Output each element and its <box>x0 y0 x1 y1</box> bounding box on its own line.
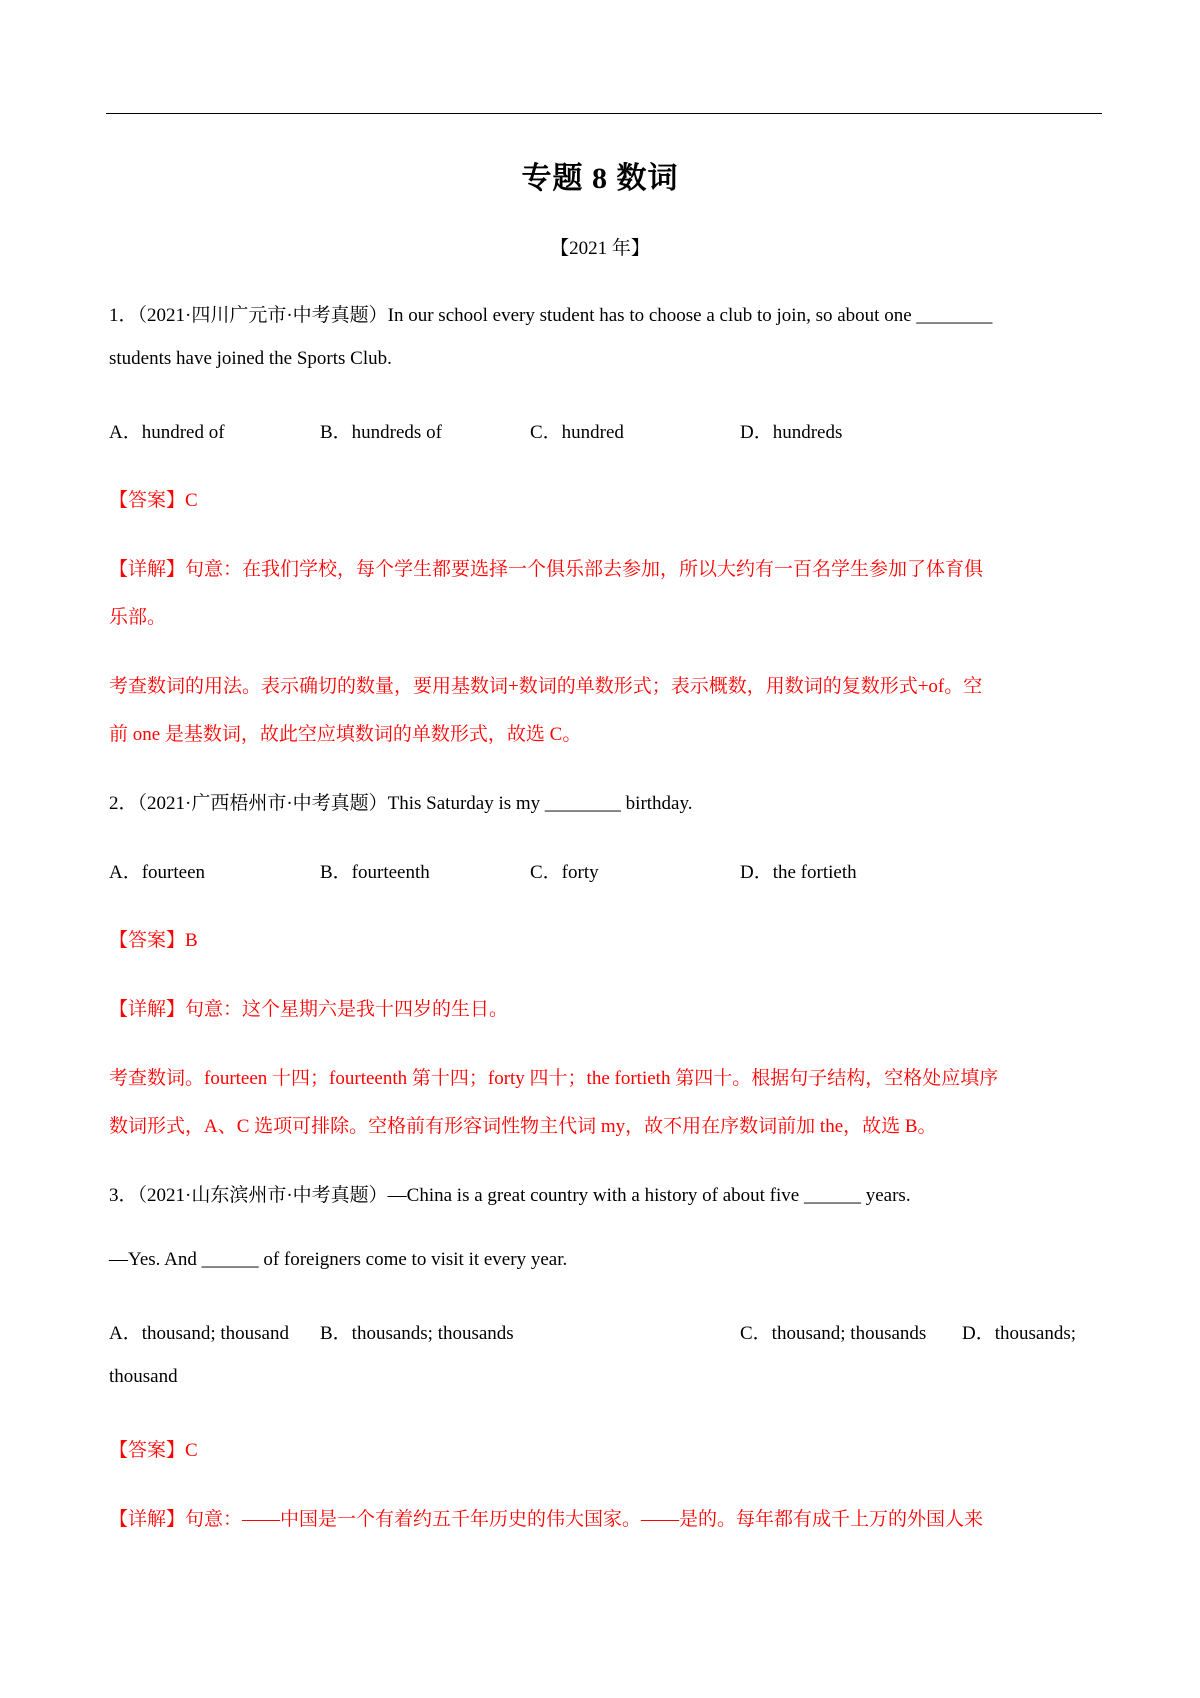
question-1-stem-line2: students have joined the Sports Club. <box>109 348 392 369</box>
question-2-option-a: A．fourteen <box>109 862 206 883</box>
question-2-option-c: C．forty <box>530 862 599 883</box>
question-1-explanation-line1: 【详解】句意：在我们学校，每个学生都要选择一个俱乐部去参加，所以大约有一百名学生参加了体育俱 <box>109 559 984 580</box>
question-2-answer: 【答案】B <box>109 930 198 951</box>
question-1-option-b: B．hundreds of <box>320 422 442 443</box>
question-1-option-c: C．hundred <box>530 422 624 443</box>
question-3-answer: 【答案】C <box>109 1440 198 1461</box>
question-3-stem-line2: —Yes. And ______ of foreigners come to visit it every year. <box>109 1249 568 1270</box>
question-3-explanation-line1: 【详解】句意：——中国是一个有着约五千年历史的伟大国家。——是的。每年都有成千上万的外国人来 <box>109 1509 984 1530</box>
question-1-stem-line1: 1．（2021·四川广元市·中考真题）In our school every student has to choose a club to join, so about one ________ <box>109 305 993 326</box>
question-3-option-a: A．thousand; thousand <box>109 1323 289 1344</box>
header-rule <box>106 113 1102 114</box>
question-3-option-d-wrap: thousand <box>109 1366 178 1387</box>
question-1-option-a: A．hundred of <box>109 422 225 443</box>
question-1-answer: 【答案】C <box>109 490 198 511</box>
question-1-explanation-line3: 考查数词的用法。表示确切的数量，要用基数词+数词的单数形式；表示概数，用数词的复数形式+of。空 <box>109 676 983 697</box>
question-1-option-d: D．hundreds <box>740 422 843 443</box>
year-heading: 【2021 年】 <box>550 238 650 259</box>
question-3-option-b: B．thousands; thousands <box>320 1323 514 1344</box>
question-2-option-b: B．fourteenth <box>320 862 430 883</box>
question-2-explanation-line3: 数词形式，A、C 选项可排除。空格前有形容词性物主代词 my，故不用在序数词前加 the，故选 B。 <box>109 1116 937 1137</box>
question-2-option-d: D．the fortieth <box>740 862 857 883</box>
question-1-explanation-line4: 前 one 是基数词，故此空应填数词的单数形式，故选 C。 <box>109 724 582 745</box>
question-2-explanation-line1: 【详解】句意：这个星期六是我十四岁的生日。 <box>109 999 509 1020</box>
question-1-explanation-line2: 乐部。 <box>109 607 167 628</box>
question-2-explanation-line2: 考查数词。fourteen 十四；fourteenth 第十四；forty 四十；the fortieth 第四十。根据句子结构，空格处应填序 <box>109 1068 999 1089</box>
question-3-option-d: D．thousands; <box>962 1323 1077 1344</box>
question-3-option-c: C．thousand; thousands <box>740 1323 927 1344</box>
page-title: 专题 8 数词 <box>521 162 679 195</box>
question-2-stem-line1: 2．（2021·广西梧州市·中考真题）This Saturday is my ________ birthday. <box>109 793 693 814</box>
question-3-stem-line1: 3．（2021·山东滨州市·中考真题）—China is a great country with a history of about five ______ years. <box>109 1185 911 1206</box>
